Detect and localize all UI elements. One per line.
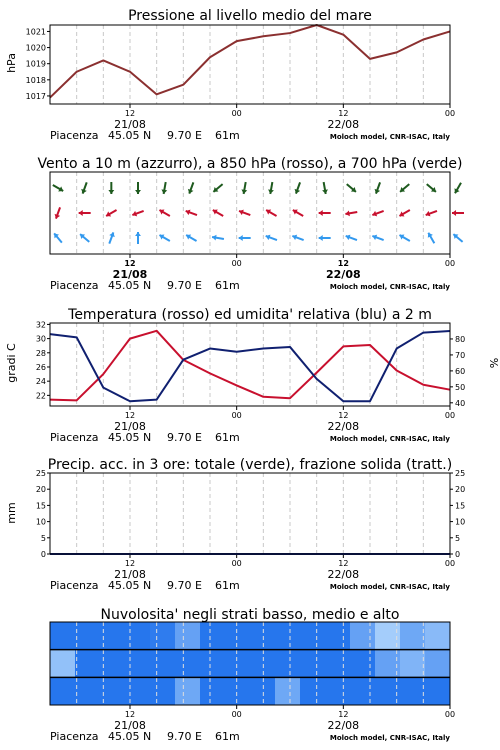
station-lat: 45.05 N <box>108 279 152 292</box>
cloud-cell <box>225 677 251 705</box>
cloud-cell <box>50 677 76 705</box>
cloud-cell <box>425 677 451 705</box>
station-lon: 9.70 E <box>167 129 202 142</box>
cloud-cell <box>150 622 176 650</box>
station-name: Piacenza <box>50 730 99 743</box>
y-tick-label: 15 <box>35 501 46 511</box>
x-tick-label: 12 <box>338 109 349 118</box>
station-name: Piacenza <box>50 129 99 142</box>
x-tick-label: 12 <box>124 710 136 719</box>
cloud-cell <box>325 677 351 705</box>
humidity-ylabel: % <box>487 357 500 369</box>
cloud-cell <box>125 622 151 650</box>
pressure-panel <box>26 25 455 142</box>
model-credit: Moloch model, CNR-ISAC, Italy <box>329 583 450 591</box>
precipitation-panel <box>36 469 465 592</box>
y-tick-label: 22 <box>35 391 46 401</box>
y-tick-label: 30 <box>35 334 46 344</box>
y-tick-label-right: 70 <box>455 350 466 360</box>
y-tick-label-right: 60 <box>455 366 466 376</box>
station-lon: 9.70 E <box>167 579 202 592</box>
y-tick-label: 0 <box>40 550 46 559</box>
cloud-cell <box>125 650 151 678</box>
x-tick-label: 12 <box>338 710 349 719</box>
cloud-cell <box>400 650 426 678</box>
station-lat: 45.05 N <box>108 431 152 444</box>
cloud-cell <box>175 650 201 678</box>
cloud-cell <box>200 622 226 650</box>
x-tick-label: 12 <box>124 411 136 420</box>
y-tick-label-right: 40 <box>455 398 466 408</box>
x-tick-label: 00 <box>444 411 456 420</box>
x-tick-label: 00 <box>444 259 456 268</box>
x-tick-label: 00 <box>444 559 456 568</box>
date-label: 22/08 <box>327 719 360 732</box>
station-elevation: 61m <box>215 730 240 743</box>
plot-area <box>50 473 450 554</box>
cloud-cell <box>400 677 426 705</box>
cloud-cell <box>75 650 101 678</box>
x-tick-label: 12 <box>338 559 349 568</box>
y-tick-label: 26 <box>35 362 46 372</box>
cloud-cell <box>200 650 226 678</box>
pressure-ylabel: hPa <box>5 53 18 73</box>
cloud-cell <box>275 650 301 678</box>
cloud-cell <box>400 622 426 650</box>
cloud-cell <box>50 622 76 650</box>
x-tick-label: 12 <box>124 259 136 268</box>
x-tick-label: 12 <box>338 411 349 420</box>
cloud-cell <box>250 650 276 678</box>
y-tick-label-right: 20 <box>455 485 466 495</box>
cloud-cell <box>125 677 151 705</box>
cloud-cell <box>225 650 251 678</box>
cloud-cell <box>300 677 326 705</box>
y-tick-label-right: 80 <box>455 334 466 344</box>
station-lon: 9.70 E <box>167 730 202 743</box>
station-name: Piacenza <box>50 579 99 592</box>
temperature-ylabel: gradi C <box>5 343 18 383</box>
cloud-cell <box>50 650 76 678</box>
x-tick-label: 00 <box>231 109 242 118</box>
y-tick-label: 5 <box>40 533 46 543</box>
x-tick-label: 00 <box>444 109 456 118</box>
date-label: 22/08 <box>326 268 361 281</box>
station-lat: 45.05 N <box>108 579 152 592</box>
date-label: 21/08 <box>112 268 148 281</box>
y-tick-label-right: 15 <box>455 501 466 511</box>
y-tick-label: 1018 <box>25 75 46 85</box>
y-tick-label-right: 10 <box>455 517 466 527</box>
x-tick-label: 12 <box>124 109 136 118</box>
cloud-cell <box>350 677 376 705</box>
cloud-cell <box>325 622 351 650</box>
x-tick-label: 12 <box>124 559 136 568</box>
cloud-cell <box>175 622 201 650</box>
y-tick-label-right: 25 <box>455 469 466 478</box>
station-lon: 9.70 E <box>167 431 202 444</box>
station-lon: 9.70 E <box>167 279 202 292</box>
plot-area <box>50 25 450 104</box>
cloud-cell <box>150 677 176 705</box>
date-label: 21/08 <box>114 719 146 732</box>
cloud-cell <box>275 677 301 705</box>
cloud-cell <box>250 622 276 650</box>
date-label: 22/08 <box>327 568 360 581</box>
cloud-cell <box>200 677 226 705</box>
cloud-cell <box>175 677 201 705</box>
wind-title: Vento a 10 m (azzurro), a 850 hPa (rosso), a 700 hPa (verde) <box>37 156 463 172</box>
model-credit: Moloch model, CNR-ISAC, Italy <box>329 734 450 742</box>
date-label: 21/08 <box>114 568 146 581</box>
cloud-cell <box>425 622 451 650</box>
cloud-cell <box>250 677 276 705</box>
station-elevation: 61m <box>215 579 240 592</box>
date-label: 21/08 <box>114 420 146 433</box>
y-tick-label: 1020 <box>25 43 46 53</box>
x-tick-label: 12 <box>337 259 349 268</box>
station-lat: 45.05 N <box>108 730 152 743</box>
temperature-humidity-panel <box>36 320 465 444</box>
cloud-cell <box>275 622 301 650</box>
cloud-cell <box>75 677 101 705</box>
model-credit: Moloch model, CNR-ISAC, Italy <box>329 283 450 291</box>
x-tick-label: 00 <box>231 411 242 420</box>
cloud-cell <box>425 650 451 678</box>
date-label: 21/08 <box>114 118 146 131</box>
cloud-cell <box>300 622 326 650</box>
y-tick-label: 32 <box>35 320 46 330</box>
y-tick-label-right: 0 <box>455 550 461 559</box>
cloud-cell <box>350 650 376 678</box>
cloud-cell <box>225 622 251 650</box>
pressure-title: Pressione al livello medio del mare <box>128 8 372 24</box>
y-tick-label: 1017 <box>25 91 46 101</box>
x-tick-label: 00 <box>231 259 242 268</box>
station-elevation: 61m <box>215 279 240 292</box>
precipitation-title: Precip. acc. in 3 ore: totale (verde), frazione solida (tratt.) <box>47 457 453 473</box>
station-lat: 45.05 N <box>108 129 152 142</box>
cloud-cell <box>75 622 101 650</box>
wind-panel <box>50 172 464 292</box>
date-label: 22/08 <box>327 420 360 433</box>
y-tick-label: 28 <box>35 348 46 358</box>
cloudiness-panel <box>50 622 455 743</box>
x-tick-label: 00 <box>231 710 242 719</box>
station-name: Piacenza <box>50 431 99 444</box>
precipitation-ylabel: mm <box>5 502 18 524</box>
wind-arrow-head <box>452 210 456 216</box>
date-label: 22/08 <box>327 118 360 131</box>
y-tick-label: 1019 <box>25 59 46 69</box>
temperature-humidity-title: Temperatura (rosso) ed umidita' relativa (blu) a 2 m <box>68 307 432 323</box>
station-name: Piacenza <box>50 279 99 292</box>
station-elevation: 61m <box>215 431 240 444</box>
y-tick-label: 24 <box>35 377 46 387</box>
y-tick-label: 25 <box>35 469 46 478</box>
x-tick-label: 00 <box>444 710 456 719</box>
y-tick-label: 1021 <box>25 27 46 37</box>
y-tick-label: 10 <box>35 517 46 527</box>
y-tick-label: 20 <box>35 485 46 495</box>
station-elevation: 61m <box>215 129 240 142</box>
y-tick-label-right: 50 <box>455 382 466 392</box>
cloudiness-title: Nuvolosita' negli strati basso, medio e alto <box>100 607 400 623</box>
x-tick-label: 00 <box>231 559 242 568</box>
y-tick-label-right: 5 <box>455 533 461 543</box>
cloud-cell <box>350 622 376 650</box>
cloud-cell <box>150 650 176 678</box>
cloud-cell <box>325 650 351 678</box>
model-credit: Moloch model, CNR-ISAC, Italy <box>329 133 450 141</box>
model-credit: Moloch model, CNR-ISAC, Italy <box>329 435 450 443</box>
cloud-cell <box>300 650 326 678</box>
